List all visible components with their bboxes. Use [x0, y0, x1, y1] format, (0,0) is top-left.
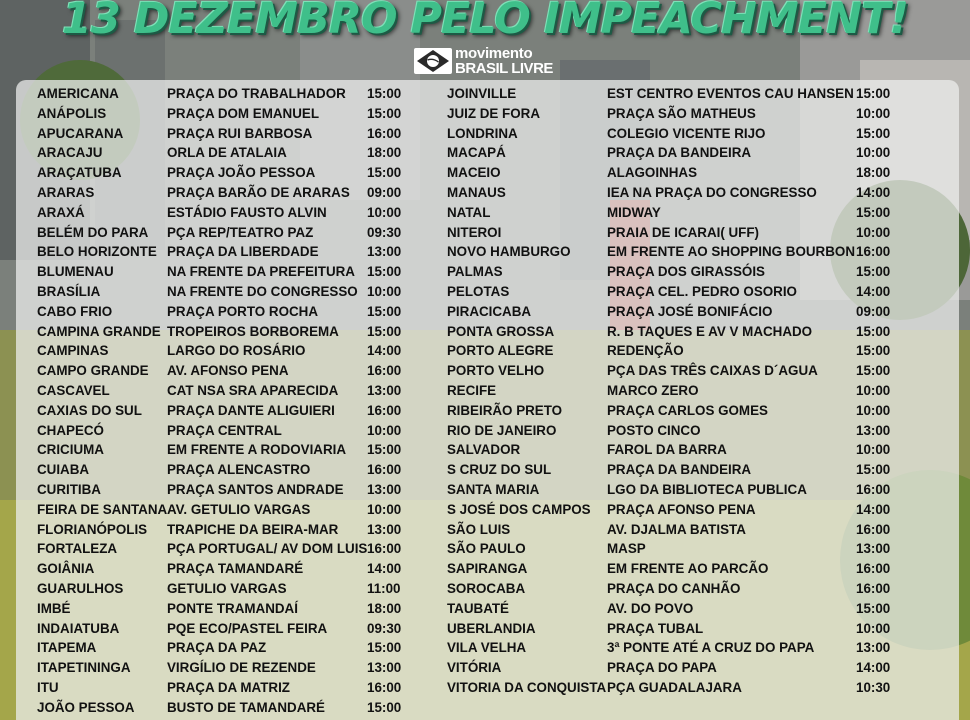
meeting-place: PRAÇA CARLOS GOMES [607, 402, 768, 418]
city-name: FLORIANÓPOLIS [37, 521, 148, 537]
meeting-place: AV. AFONSO PENA [167, 363, 289, 379]
city-name: GUARULHOS [37, 580, 124, 596]
meeting-time: 15:00 [856, 86, 891, 101]
city-name: CAMPINAS [37, 343, 109, 359]
meeting-place: PRAÇA AFONSO PENA [607, 501, 756, 517]
meeting-place: PÇA REP/TEATRO PAZ [167, 224, 314, 240]
meeting-time: 09:30 [367, 224, 402, 240]
meeting-place: NA FRENTE DO CONGRESSO [167, 283, 358, 299]
meeting-place: MIDWAY [607, 204, 661, 220]
meeting-place: PRAÇA PORTO ROCHA [167, 303, 319, 319]
meeting-time: 16:00 [367, 363, 402, 379]
city-name: NATAL [447, 204, 491, 220]
city-name: SÃO LUIS [447, 521, 511, 537]
city-name: AMERICANA [37, 86, 119, 101]
city-name: JOÃO PESSOA [37, 699, 135, 715]
city-name: BELO HORIZONTE [37, 244, 157, 260]
city-name: VILA VELHA [447, 640, 527, 656]
meeting-place: EM FRENTE A RODOVIARIA [167, 442, 347, 458]
city-name: S CRUZ DO SUL [447, 462, 552, 478]
meeting-place: PONTE TRAMANDAÍ [167, 600, 298, 616]
city-name: JOINVILLE [447, 86, 517, 101]
city-name: CABO FRIO [37, 303, 113, 319]
meeting-place: PRAÇA DOM EMANUEL [167, 105, 320, 121]
city-name: FORTALEZA [37, 541, 118, 557]
city-name: IMBÉ [37, 600, 71, 616]
meeting-place: TRAPICHE DA BEIRA-MAR [167, 521, 339, 537]
meeting-time: 14:00 [856, 184, 891, 200]
meeting-place: PRAÇA DANTE ALIGUIERI [167, 402, 335, 418]
meeting-place: R. B TAQUES E AV V MACHADO [607, 323, 813, 339]
meeting-place: FAROL DA BARRA [607, 442, 727, 458]
city-name: NITEROI [447, 224, 502, 240]
meeting-place: PRAÇA SÃO MATHEUS [607, 105, 756, 121]
meeting-time: 10:00 [367, 501, 402, 517]
city-name: CURITIBA [37, 481, 101, 497]
meeting-time: 16:00 [856, 521, 891, 537]
meeting-time: 14:00 [856, 501, 891, 517]
meeting-place: CAT NSA SRA APARECIDA [167, 382, 339, 398]
brazil-flag-icon [414, 48, 452, 74]
meeting-place: REDENÇÃO [607, 343, 684, 359]
meeting-time: 09:30 [367, 620, 402, 636]
city-name: ANÁPOLIS [37, 105, 107, 121]
city-name: CAMPO GRANDE [37, 363, 149, 379]
meeting-place: IEA NA PRAÇA DO CONGRESSO [607, 184, 817, 200]
meeting-time: 15:00 [367, 165, 402, 181]
meeting-time: 15:00 [367, 86, 402, 101]
meeting-place: ORLA DE ATALAIA [167, 145, 287, 161]
meeting-place: PRAÇA CENTRAL [167, 422, 282, 438]
city-name: CHAPECÓ [37, 422, 104, 438]
meeting-time: 16:00 [856, 481, 891, 497]
city-name: PORTO ALEGRE [447, 343, 554, 359]
meeting-place: LARGO DO ROSÁRIO [167, 343, 306, 359]
meeting-place: PÇA DAS TRÊS CAIXAS D´AGUA [607, 363, 818, 379]
city-name: ARAXÁ [37, 204, 85, 220]
meeting-place: LGO DA BIBLIOTECA PUBLICA [607, 481, 807, 497]
meeting-place: PRAÇA RUI BARBOSA [167, 125, 313, 141]
meeting-time: 10:00 [856, 224, 891, 240]
meeting-time: 13:00 [367, 382, 402, 398]
meeting-place: PRAÇA DA PAZ [167, 640, 267, 656]
city-name: SANTA MARIA [447, 481, 540, 497]
meeting-time: 18:00 [367, 600, 402, 616]
meeting-time: 15:00 [856, 343, 891, 359]
meeting-place: GETULIO VARGAS [167, 580, 287, 596]
meeting-place: PRAÇA JOSÉ BONIFÁCIO [607, 303, 773, 319]
meeting-time: 13:00 [856, 541, 891, 557]
city-name: ARAÇATUBA [37, 165, 122, 181]
meeting-place: COLEGIO VICENTE RIJO [607, 125, 766, 141]
meeting-time: 13:00 [367, 244, 402, 260]
meeting-place: PQE ECO/PASTEL FEIRA [167, 620, 328, 636]
meeting-time: 15:00 [367, 105, 402, 121]
meeting-place: ALAGOINHAS [607, 165, 698, 181]
meeting-time: 15:00 [856, 462, 891, 478]
meeting-place: ESTÁDIO FAUSTO ALVIN [167, 204, 327, 220]
meeting-place: PRAÇA DA BANDEIRA [607, 145, 752, 161]
meeting-place: POSTO CINCO [607, 422, 701, 438]
city-name: JUIZ DE FORA [447, 105, 540, 121]
meeting-place: PRAÇA DO CANHÃO [607, 580, 741, 596]
city-name: VITORIA DA CONQUISTA [447, 679, 607, 695]
meeting-place: AV. DO POVO [607, 600, 694, 616]
meeting-time: 09:00 [856, 303, 891, 319]
city-name: BLUMENAU [37, 264, 114, 280]
meeting-place: PRAÇA SANTOS ANDRADE [167, 481, 344, 497]
meeting-place: PRAÇA TUBAL [607, 620, 704, 636]
meeting-time: 15:00 [367, 442, 402, 458]
meeting-time: 15:00 [856, 363, 891, 379]
meeting-time: 16:00 [367, 679, 402, 695]
meeting-place: EM FRENTE AO PARCÃO [607, 561, 769, 577]
city-name: RIBEIRÃO PRETO [447, 402, 563, 418]
meeting-time: 13:00 [856, 422, 891, 438]
meeting-time: 15:00 [856, 204, 891, 220]
meeting-place: 3ª PONTE ATÉ A CRUZ DO PAPA [607, 640, 815, 656]
city-name: CASCAVEL [37, 382, 110, 398]
meeting-time: 10:00 [856, 620, 891, 636]
city-name: VITÓRIA [447, 660, 502, 676]
meeting-place: PRAÇA JOÃO PESSOA [167, 165, 316, 181]
meeting-place: PRAIA DE ICARAI( UFF) [607, 224, 759, 240]
city-name: ITAPEMA [37, 640, 97, 656]
city-name: RECIFE [447, 382, 497, 398]
meeting-place: EM FRENTE AO SHOPPING BOURBON [607, 244, 855, 260]
city-name: CAMPINA GRANDE [37, 323, 161, 339]
city-name: SALVADOR [447, 442, 521, 458]
meeting-place: PRAÇA DO PAPA [607, 660, 717, 676]
city-name: ARACAJU [37, 145, 103, 161]
meeting-time: 15:00 [856, 323, 891, 339]
meeting-time: 16:00 [367, 541, 402, 557]
city-name: GOIÂNIA [37, 561, 95, 577]
meeting-time: 16:00 [367, 462, 402, 478]
city-name: MACEIO [447, 165, 501, 181]
city-name: CUIABA [37, 462, 90, 478]
meeting-time: 10:00 [856, 382, 891, 398]
meeting-place: PRAÇA DOS GIRASSÓIS [607, 264, 765, 280]
meeting-time: 10:00 [367, 422, 402, 438]
meeting-time: 15:00 [367, 303, 402, 319]
meeting-time: 16:00 [856, 580, 891, 596]
meeting-time: 13:00 [367, 660, 402, 676]
meeting-time: 15:00 [367, 323, 402, 339]
meeting-time: 10:30 [856, 679, 891, 695]
meeting-time: 18:00 [856, 165, 891, 181]
meeting-time: 15:00 [856, 264, 891, 280]
city-name: FEIRA DE SANTANA [37, 501, 168, 517]
city-name: PELOTAS [447, 283, 510, 299]
meeting-place: MARCO ZERO [607, 382, 699, 398]
meeting-place: PRAÇA DA LIBERDADE [167, 244, 319, 260]
meeting-time: 16:00 [367, 125, 402, 141]
city-name: UBERLANDIA [447, 620, 536, 636]
city-name: PORTO VELHO [447, 363, 545, 379]
city-name: ARARAS [37, 184, 95, 200]
meeting-time: 14:00 [367, 343, 402, 359]
city-name: MACAPÁ [447, 145, 506, 161]
city-name: S JOSÉ DOS CAMPOS [447, 501, 591, 517]
city-name: SÃO PAULO [447, 541, 526, 557]
page-title: 13 DEZEMBRO PELO IMPEACHMENT! [61, 0, 909, 44]
meeting-time: 14:00 [856, 660, 891, 676]
meeting-place: PRAÇA CEL. PEDRO OSORIO [607, 283, 797, 299]
city-name: TAUBATÉ [447, 600, 509, 616]
city-name: APUCARANA [37, 125, 124, 141]
city-name: CAXIAS DO SUL [37, 402, 142, 418]
city-name: PALMAS [447, 264, 503, 280]
city-name: CRICIUMA [37, 442, 104, 458]
meeting-place: BUSTO DE TAMANDARÉ [167, 699, 325, 715]
meeting-time: 10:00 [367, 204, 402, 220]
meeting-time: 13:00 [367, 481, 402, 497]
logo-line-1: movimento [455, 45, 533, 62]
meeting-time: 11:00 [367, 580, 401, 596]
meeting-place: VIRGÍLIO DE REZENDE [167, 660, 316, 676]
meeting-place: EST CENTRO EVENTOS CAU HANSEN [607, 86, 854, 101]
meeting-place: PRAÇA BARÃO DE ARARAS [167, 184, 350, 200]
meeting-place: PRAÇA DO TRABALHADOR [167, 86, 346, 101]
meeting-time: 16:00 [367, 402, 402, 418]
meeting-place: PÇA PORTUGAL/ AV DOM LUIS [167, 541, 368, 557]
logo-line-2: BRASIL LIVRE [455, 60, 553, 77]
meeting-time: 10:00 [856, 402, 891, 418]
meeting-place: PÇA GUADALAJARA [607, 679, 742, 695]
meeting-time: 13:00 [856, 640, 891, 656]
meeting-time: 14:00 [856, 283, 891, 299]
city-name: ITU [37, 679, 59, 695]
city-name: LONDRINA [447, 125, 518, 141]
meeting-time: 15:00 [367, 264, 402, 280]
city-name: SAPIRANGA [447, 561, 528, 577]
meeting-time: 18:00 [367, 145, 402, 161]
city-name: SOROCABA [447, 580, 526, 596]
meeting-time: 10:00 [856, 442, 891, 458]
meeting-place: AV. GETULIO VARGAS [167, 501, 311, 517]
city-name: RIO DE JANEIRO [447, 422, 557, 438]
meeting-time: 14:00 [367, 561, 402, 577]
city-name: ITAPETININGA [37, 660, 131, 676]
meeting-time: 10:00 [856, 105, 891, 121]
meeting-place: PRAÇA DA MATRIZ [167, 679, 290, 695]
city-name: MANAUS [447, 184, 506, 200]
movimento-brasil-livre-logo [414, 46, 553, 76]
meeting-time: 10:00 [856, 145, 891, 161]
meeting-time: 15:00 [856, 600, 891, 616]
city-name: PONTA GROSSA [447, 323, 555, 339]
city-name: PIRACICABA [447, 303, 532, 319]
meeting-place: TROPEIROS BORBOREMA [167, 323, 339, 339]
meeting-place: PRAÇA ALENCASTRO [167, 462, 311, 478]
meeting-time: 13:00 [367, 521, 402, 537]
meeting-place: MASP [607, 541, 646, 557]
meeting-place: AV. DJALMA BATISTA [607, 521, 746, 537]
meeting-time: 15:00 [367, 699, 402, 715]
city-name: BRASÍLIA [37, 283, 101, 299]
city-name: NOVO HAMBURGO [447, 244, 571, 260]
meeting-time: 10:00 [367, 283, 402, 299]
meeting-place: PRAÇA TAMANDARÉ [167, 561, 304, 577]
city-name: BELÉM DO PARA [37, 224, 149, 240]
meeting-place: NA FRENTE DA PREFEITURA [167, 264, 355, 280]
meeting-time: 15:00 [856, 125, 891, 141]
meeting-time: 16:00 [856, 561, 891, 577]
meeting-time: 16:00 [856, 244, 891, 260]
city-name: INDAIATUBA [37, 620, 120, 636]
meeting-time: 09:00 [367, 184, 402, 200]
meeting-time: 15:00 [367, 640, 402, 656]
meeting-place: PRAÇA DA BANDEIRA [607, 462, 752, 478]
